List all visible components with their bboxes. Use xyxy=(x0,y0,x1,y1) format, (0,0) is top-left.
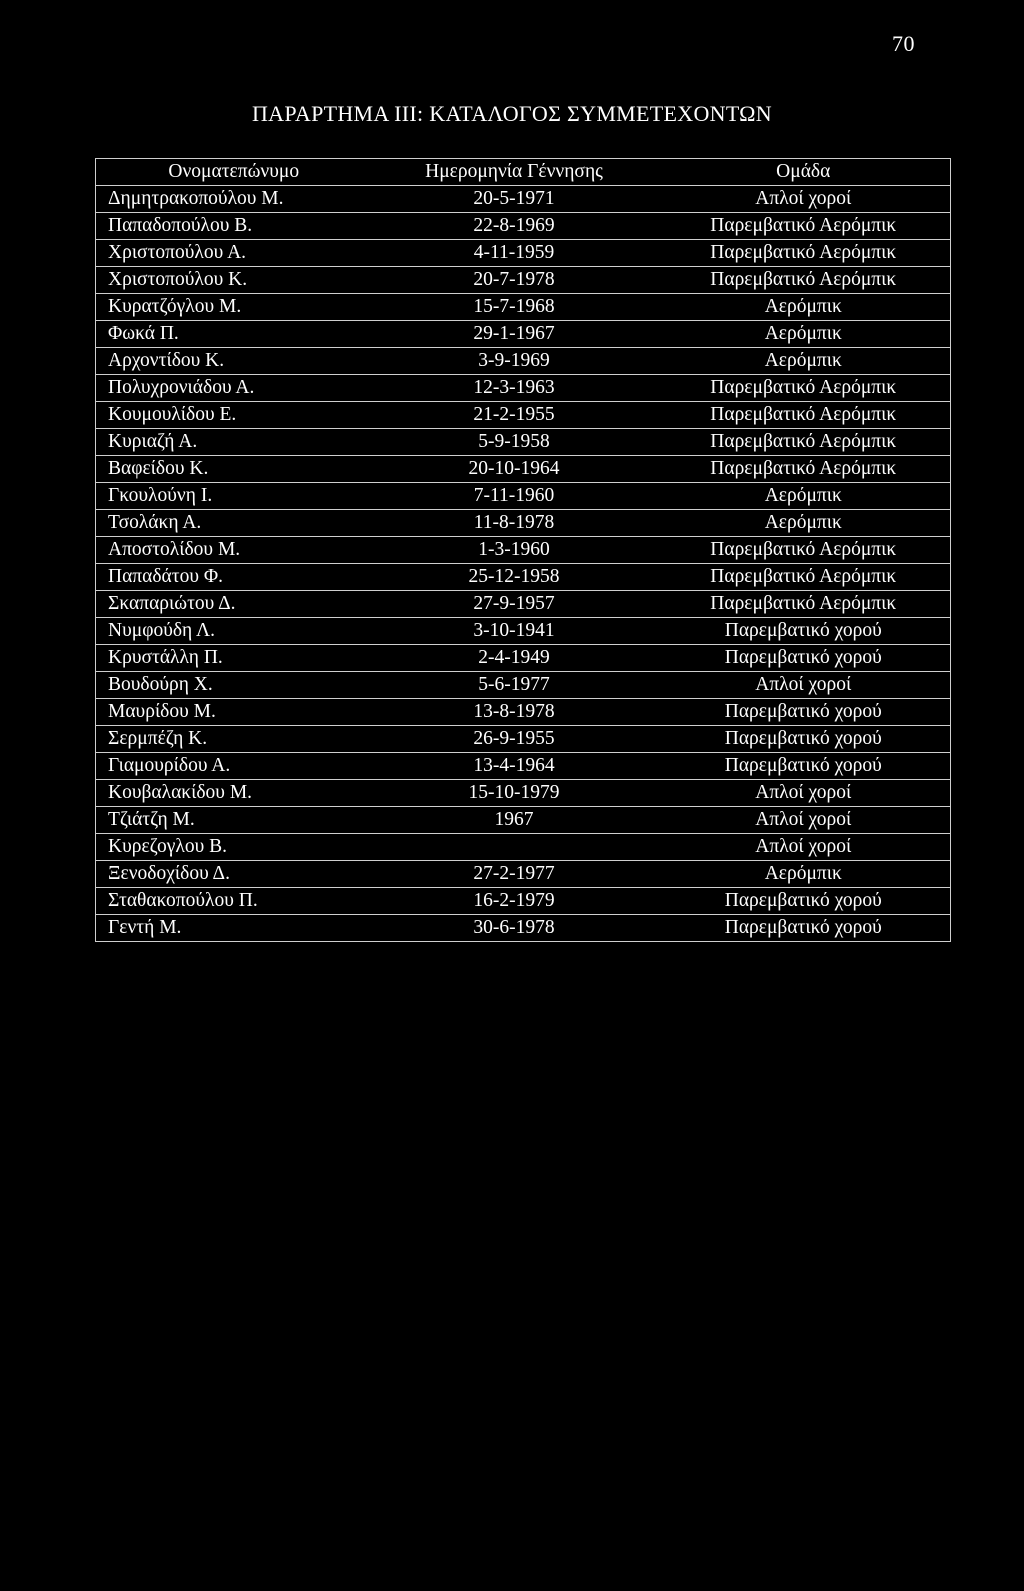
birth-date-cell: 16-2-1979 xyxy=(372,888,657,915)
group-cell: Απλοί χοροί xyxy=(657,834,951,861)
group-cell: Αερόμπικ xyxy=(657,294,951,321)
group-cell: Αερόμπικ xyxy=(657,321,951,348)
birth-date-cell: 3-10-1941 xyxy=(372,618,657,645)
participant-name-cell: Γκουλούνη Ι. xyxy=(96,483,372,510)
table-row xyxy=(96,348,951,375)
table-row xyxy=(96,429,951,456)
birth-date-cell: 5-6-1977 xyxy=(372,672,657,699)
birth-date-cell: 1967 xyxy=(372,807,657,834)
participant-name-cell: Τσολάκη Α. xyxy=(96,510,372,537)
participant-name-cell: Νυμφούδη Λ. xyxy=(96,618,372,645)
participant-name-cell: Χριστοπούλου Α. xyxy=(96,240,372,267)
table-row xyxy=(96,888,951,915)
group-cell: Αερόμπικ xyxy=(657,483,951,510)
group-cell: Παρεμβατικό χορού xyxy=(657,645,951,672)
table-row xyxy=(96,510,951,537)
participant-name-cell: Βαφείδου Κ. xyxy=(96,456,372,483)
group-cell: Παρεμβατικό χορού xyxy=(657,888,951,915)
group-cell: Παρεμβατικό Αερόμπικ xyxy=(657,564,951,591)
birth-date-cell: 29-1-1967 xyxy=(372,321,657,348)
birth-date-cell: 21-2-1955 xyxy=(372,402,657,429)
group-cell: Παρεμβατικό Αερόμπικ xyxy=(657,429,951,456)
table-row xyxy=(96,780,951,807)
participant-name-cell: Παπαδάτου Φ. xyxy=(96,564,372,591)
birth-date-cell: 22-8-1969 xyxy=(372,213,657,240)
table-row xyxy=(96,699,951,726)
birth-date-cell: 26-9-1955 xyxy=(372,726,657,753)
table-row xyxy=(96,834,951,861)
table-row xyxy=(96,402,951,429)
birth-date-cell: 15-7-1968 xyxy=(372,294,657,321)
participant-name-cell: Φωκά Π. xyxy=(96,321,372,348)
participant-name-cell: Γεντή Μ. xyxy=(96,915,372,942)
table-row xyxy=(96,591,951,618)
table-row xyxy=(96,186,951,213)
table-body xyxy=(96,186,951,942)
participant-name-cell: Τζιάτζη Μ. xyxy=(96,807,372,834)
birth-date-cell xyxy=(372,834,657,861)
table-row xyxy=(96,564,951,591)
group-cell: Παρεμβατικό χορού xyxy=(657,726,951,753)
participant-name-cell: Μαυρίδου Μ. xyxy=(96,699,372,726)
group-cell: Παρεμβατικό Αερόμπικ xyxy=(657,375,951,402)
table-header-row xyxy=(96,159,951,186)
birth-date-cell: 27-9-1957 xyxy=(372,591,657,618)
table-row xyxy=(96,294,951,321)
participant-name-cell: Γιαμουρίδου Α. xyxy=(96,753,372,780)
participant-name-cell: Κρυστάλλη Π. xyxy=(96,645,372,672)
participant-name-cell: Ξενοδοχίδου Δ. xyxy=(96,861,372,888)
table-row xyxy=(96,807,951,834)
birth-date-cell: 13-8-1978 xyxy=(372,699,657,726)
group-cell: Παρεμβατικό χορού xyxy=(657,618,951,645)
participant-name-cell: Δημητρακοπούλου Μ. xyxy=(96,186,372,213)
appendix-title: ΠΑΡΑΡΤΗΜΑ ΙΙΙ: ΚΑΤΑΛΟΓΟΣ ΣΥΜΜΕΤΕΧΟΝΤΩΝ xyxy=(251,101,773,126)
group-cell: Παρεμβατικό Αερόμπικ xyxy=(657,591,951,618)
birth-date-cell: 25-12-1958 xyxy=(372,564,657,591)
page-number: 70 xyxy=(892,31,915,56)
group-cell: Απλοί χοροί xyxy=(657,672,951,699)
table-row xyxy=(96,213,951,240)
group-cell: Παρεμβατικό Αερόμπικ xyxy=(657,240,951,267)
group-cell: Παρεμβατικό Αερόμπικ xyxy=(657,213,951,240)
participant-name-cell: Αρχοντίδου Κ. xyxy=(96,348,372,375)
participants-table xyxy=(95,158,951,942)
birth-date-cell: 20-5-1971 xyxy=(372,186,657,213)
birth-date-cell: 15-10-1979 xyxy=(372,780,657,807)
table-row xyxy=(96,726,951,753)
group-cell: Αερόμπικ xyxy=(657,861,951,888)
participant-name-cell: Κουβαλακίδου Μ. xyxy=(96,780,372,807)
group-cell: Παρεμβατικό χορού xyxy=(657,753,951,780)
table-row xyxy=(96,456,951,483)
table-row xyxy=(96,537,951,564)
birth-date-cell: 12-3-1963 xyxy=(372,375,657,402)
header-name: Ονοματεπώνυμο xyxy=(96,159,372,186)
birth-date-cell: 7-11-1960 xyxy=(372,483,657,510)
table-row xyxy=(96,672,951,699)
birth-date-cell: 11-8-1978 xyxy=(372,510,657,537)
group-cell: Αερόμπικ xyxy=(657,348,951,375)
table-row xyxy=(96,645,951,672)
birth-date-cell: 20-10-1964 xyxy=(372,456,657,483)
participant-name-cell: Σκαπαριώτου Δ. xyxy=(96,591,372,618)
participant-name-cell: Παπαδοπούλου Β. xyxy=(96,213,372,240)
birth-date-cell: 13-4-1964 xyxy=(372,753,657,780)
table-row xyxy=(96,483,951,510)
participant-name-cell: Κυρεζογλου Β. xyxy=(96,834,372,861)
birth-date-cell: 4-11-1959 xyxy=(372,240,657,267)
participant-name-cell: Πολυχρονιάδου Α. xyxy=(96,375,372,402)
birth-date-cell: 2-4-1949 xyxy=(372,645,657,672)
table-row xyxy=(96,240,951,267)
table-row xyxy=(96,861,951,888)
group-cell: Απλοί χοροί xyxy=(657,807,951,834)
participant-name-cell: Χριστοπούλου Κ. xyxy=(96,267,372,294)
group-cell: Παρεμβατικό Αερόμπικ xyxy=(657,537,951,564)
group-cell: Παρεμβατικό Αερόμπικ xyxy=(657,402,951,429)
table-row xyxy=(96,321,951,348)
birth-date-cell: 3-9-1969 xyxy=(372,348,657,375)
participant-name-cell: Κυρατζόγλου Μ. xyxy=(96,294,372,321)
group-cell: Αερόμπικ xyxy=(657,510,951,537)
table-row xyxy=(96,915,951,942)
birth-date-cell: 30-6-1978 xyxy=(372,915,657,942)
birth-date-cell: 27-2-1977 xyxy=(372,861,657,888)
participant-name-cell: Σταθακοπούλου Π. xyxy=(96,888,372,915)
participant-name-cell: Βουδούρη Χ. xyxy=(96,672,372,699)
table-row xyxy=(96,753,951,780)
group-cell: Απλοί χοροί xyxy=(657,780,951,807)
header-birth-date: Ημερομηνία Γέννησης xyxy=(372,159,657,186)
birth-date-cell: 5-9-1958 xyxy=(372,429,657,456)
participant-name-cell: Κυριαζή Α. xyxy=(96,429,372,456)
participant-name-cell: Αποστολίδου Μ. xyxy=(96,537,372,564)
group-cell: Παρεμβατικό Αερόμπικ xyxy=(657,267,951,294)
group-cell: Απλοί χοροί xyxy=(657,186,951,213)
group-cell: Παρεμβατικό χορού xyxy=(657,699,951,726)
header-group: Ομάδα xyxy=(657,159,951,186)
group-cell: Παρεμβατικό Αερόμπικ xyxy=(657,456,951,483)
table-row xyxy=(96,618,951,645)
birth-date-cell: 20-7-1978 xyxy=(372,267,657,294)
participant-name-cell: Κουμουλίδου Ε. xyxy=(96,402,372,429)
group-cell: Παρεμβατικό χορού xyxy=(657,915,951,942)
birth-date-cell: 1-3-1960 xyxy=(372,537,657,564)
participant-name-cell: Σερμπέζη Κ. xyxy=(96,726,372,753)
table-row xyxy=(96,267,951,294)
table-row xyxy=(96,375,951,402)
